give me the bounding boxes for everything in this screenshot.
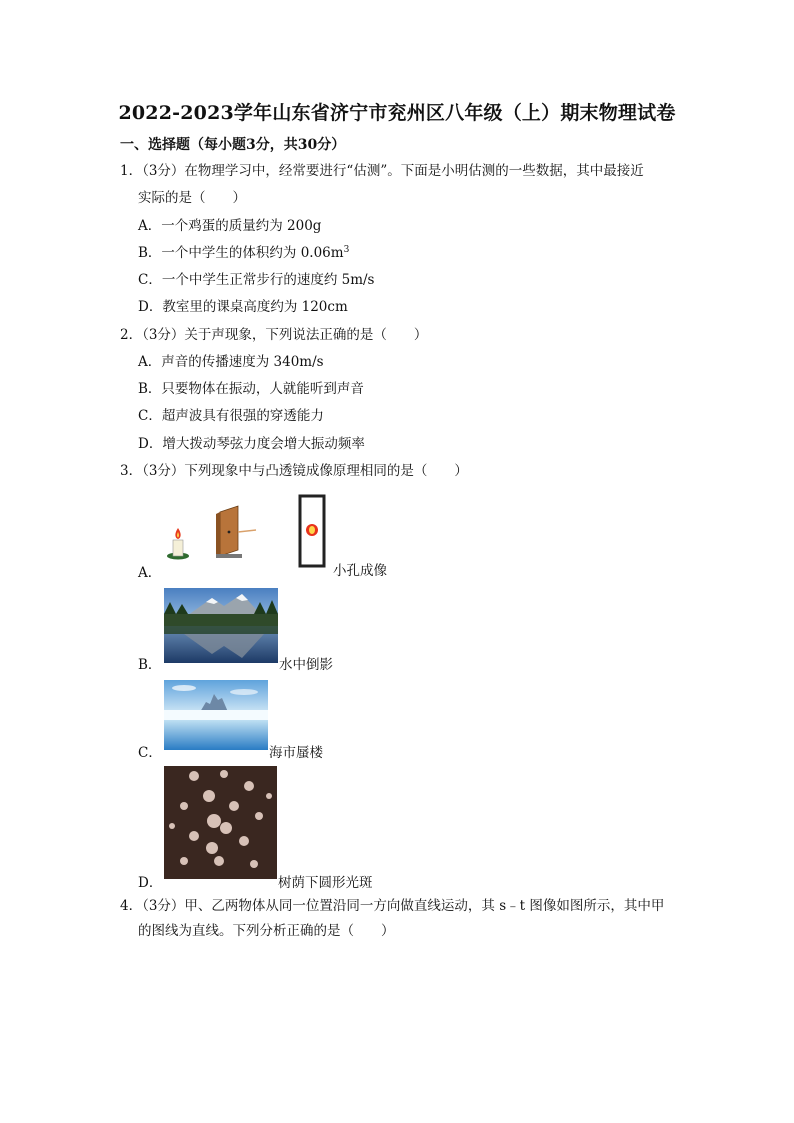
- question-3-text: 3．（3分）下列现象中与凸透镜成像原理相同的是（ ）: [120, 463, 468, 479]
- question-3-option-d-caption: 树荫下圆形光斑: [278, 875, 373, 891]
- question-3-option-a-label: A．: [138, 565, 162, 581]
- superscript: 3: [343, 245, 350, 255]
- page-title: 2022-2023学年山东省济宁市兖州区八年级（上）期末物理试卷: [118, 102, 676, 124]
- question-3-option-b-caption: 水中倒影: [279, 657, 333, 673]
- option-b-text: B．一个中学生的体积约为 0.06m: [138, 245, 344, 261]
- pinhole-camera-illustration: [160, 492, 332, 576]
- section-heading: 一、选择题（每小题3分，共30分）: [120, 137, 346, 153]
- question-3-option-d-label: D．: [138, 875, 163, 891]
- question-2-option-b: B．只要物体在振动，人就能听到声音: [138, 381, 364, 397]
- question-1-text-cont: 实际的是（ ）: [138, 190, 246, 206]
- question-2-option-c: C．超声波具有很强的穿透能力: [138, 408, 324, 424]
- question-2-option-a: A．声音的传播速度为 340m/s: [138, 354, 324, 370]
- question-4-text-cont: 的图线为直线。下列分析正确的是（ ）: [138, 923, 395, 939]
- question-1-option-a: A．一个鸡蛋的质量约为 200g: [138, 218, 322, 234]
- light-spots-photo: [164, 766, 277, 879]
- question-1-option-c: C．一个中学生正常步行的速度约 5m/s: [138, 272, 375, 288]
- question-3-option-b-label: B．: [138, 657, 162, 673]
- question-1-option-d: D．教室里的课桌高度约为 120cm: [138, 299, 348, 315]
- mirage-photo: [164, 680, 268, 750]
- question-3-option-a-caption: 小孔成像: [333, 563, 387, 579]
- question-3-option-c-caption: 海市蜃楼: [269, 745, 323, 761]
- question-3-option-c-label: C．: [138, 745, 162, 761]
- question-2-text: 2．（3分）关于声现象，下列说法正确的是（ ）: [120, 327, 428, 343]
- question-2-option-d: D．增大拨动琴弦力度会增大振动频率: [138, 436, 365, 452]
- question-4-text: 4．（3分）甲、乙两物体从同一位置沿同一方向做直线运动，其 s﹣t 图像如图所示，其中甲: [120, 898, 665, 914]
- question-1-option-b: [138, 244, 349, 262]
- question-1-text: 1．（3分）在物理学习中，经常要进行“估测”。下面是小明估测的一些数据，其中最接近: [120, 163, 644, 179]
- mountain-lake-reflection-photo: [164, 588, 278, 663]
